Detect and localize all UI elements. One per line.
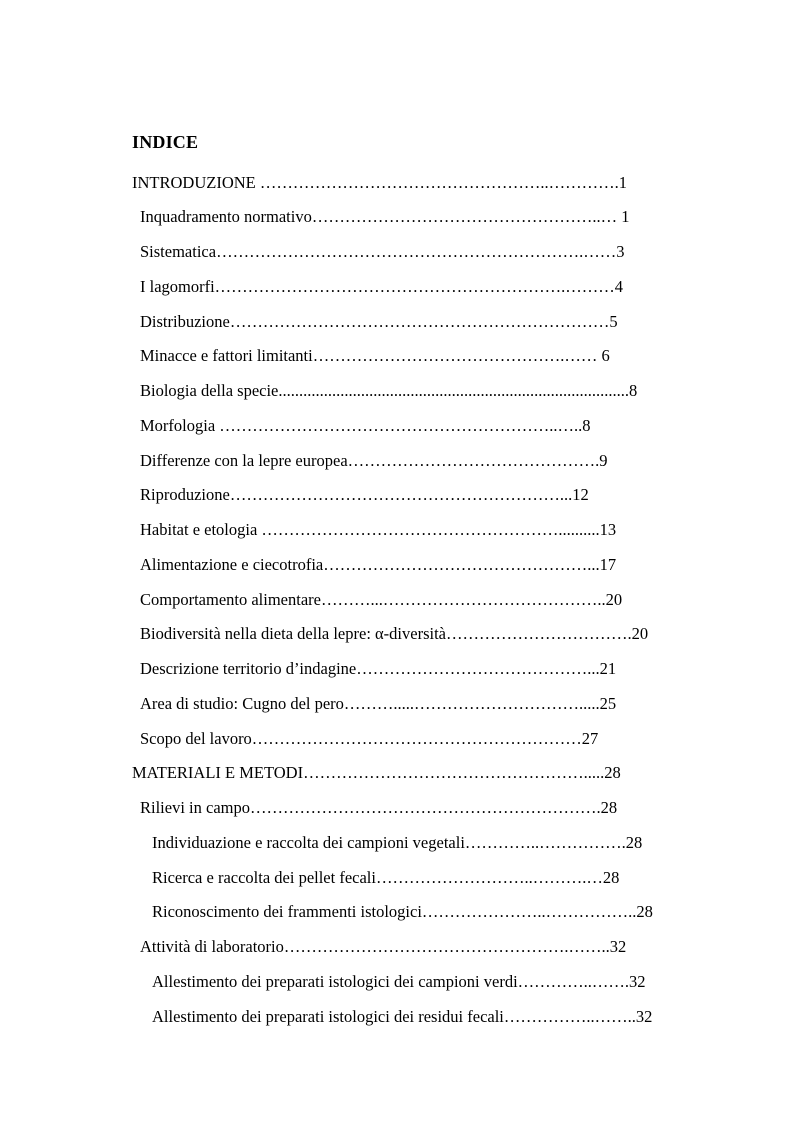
toc-entry: Differenze con la lepre europea……………………………………….9 [140,451,608,470]
toc-entry: Distribuzione……………………………………………………………5 [140,312,618,331]
toc-entry: Descrizione territorio d’indagine……………………………………...21 [140,659,617,678]
toc-entry: Rilievi in campo……………………………………………………….28 [140,798,618,817]
toc-entry: Inquadramento normativo……………………………………………..… 1 [140,207,630,226]
toc-entry: Scopo del lavoro……………………………………………………27 [140,729,599,748]
toc-entry: MATERIALI E METODI…………………………………………….....28 [132,763,621,782]
toc-entry: Attività di laboratorio…………………………………………….……..32 [140,937,627,956]
toc-entry: Individuazione e raccolta dei campioni vegetali…………..…………….28 [152,833,643,852]
toc-entry: I lagomorfi……………………………………………………….………4 [140,277,624,296]
toc-entry: Ricerca e raccolta dei pellet fecali………………………..……….…28 [152,868,620,887]
toc-entry: Allestimento dei preparati istologici dei campioni verdi…………..…….32 [152,972,646,991]
toc-entry: Alimentazione e ciecotrofia…………………………………………...17 [140,555,617,574]
toc-entry: Biodiversità nella dieta della lepre: α-diversità…………………………….20 [140,624,649,643]
toc-entry: Morfologia ……………………………………………………..…..8 [140,416,591,435]
toc-entry: Comportamento alimentare………...…………………………………..20 [140,590,623,609]
toc-entry: Biologia della specie.....................................................................................8 [140,381,638,400]
toc-entry: INTRODUZIONE ……………………………………………..………….1 [132,173,627,192]
document-title: INDICE [132,132,199,152]
toc-entry: Minacce e fattori limitanti……………………………………….…… 6 [140,346,610,365]
toc-entry: Riproduzione……………………………………………………...12 [140,485,589,504]
toc-entry: Habitat e etologia ………………………………………………..........13 [140,520,617,539]
toc-entry: Allestimento dei preparati istologici dei residui fecali……………..……..32 [152,1007,653,1026]
toc-entry: Area di studio: Cugno del pero……….....………………………….....25 [140,694,617,713]
toc-entry: Sistematica………………………………………………………….……3 [140,242,625,261]
toc-entry: Riconoscimento dei frammenti istologici…………………..……………..28 [152,902,653,921]
